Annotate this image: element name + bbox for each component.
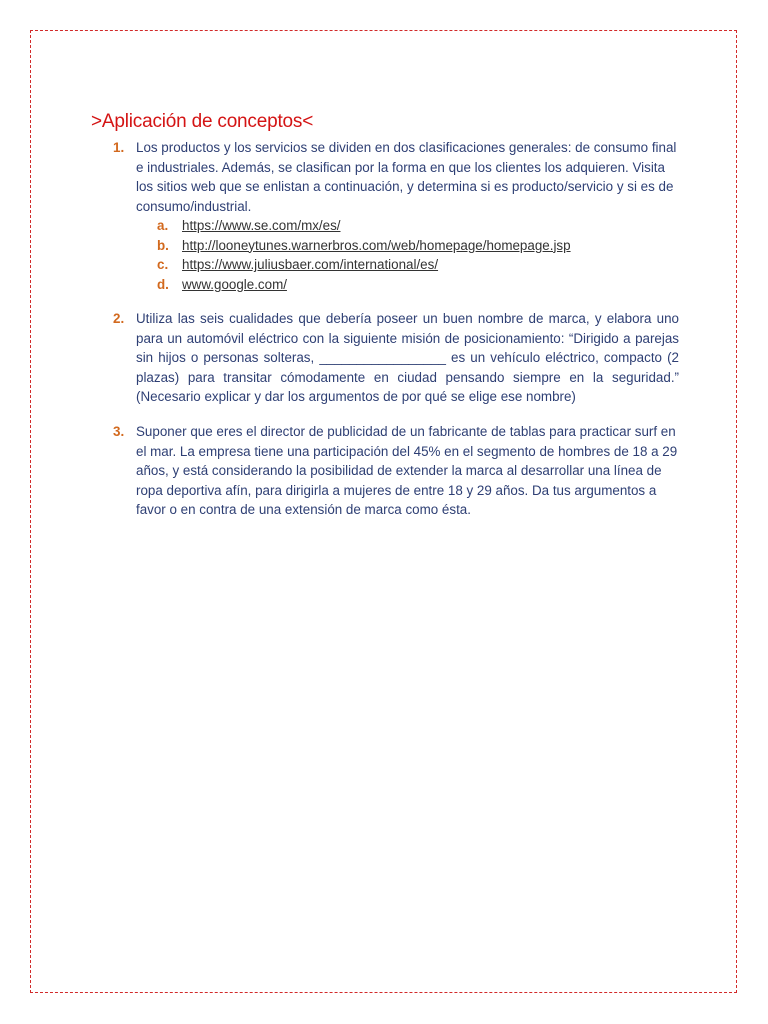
item-number: 1. <box>113 140 125 155</box>
link-letter: a. <box>157 218 169 233</box>
section-heading: >Aplicación de conceptos< <box>91 111 314 132</box>
link-item-c <box>157 255 679 275</box>
link-letter: c. <box>157 257 169 272</box>
link-item-d <box>157 275 679 295</box>
list-item-2 <box>113 309 679 407</box>
link-letter: d. <box>157 276 169 292</box>
link-google[interactable]: www.google.com/ <box>182 276 287 292</box>
link-item-a <box>157 216 679 236</box>
link-looneytunes[interactable]: http://looneytunes.warnerbros.com/web/homepage/homepage.jsp <box>182 237 571 253</box>
link-letter: b. <box>157 237 169 253</box>
item-text: Suponer que eres el director de publicidad de un fabricante de tablas para practicar surf en el mar. La empresa tiene una participación del 45% en el segmento de hombres de 18 a 29 años, y está considerando la posibilidad de extender la marca al desarrollar una línea de ropa deportiva afín, para dirigirla a mujeres de entre 18 y 29 años. Da tus argumentos a favor o en contra de una extensión de marca como ésta. <box>136 424 678 517</box>
item-text: Utiliza las seis cualidades que debería poseer un buen nombre de marca, y elabora uno para un automóvil eléctrico con la siguiente misión de posicionamiento: “Dirigido a parejas sin hijos o personas solteras, _________________ es un vehículo eléctrico, compacto (2 plazas) para transitar cómodamente en ciudad pensando siempre en la seguridad.” (Necesario explicar y dar los argumentos de por qué se elige ese nombre) <box>136 311 679 404</box>
link-se-com[interactable]: https://www.se.com/mx/es/ <box>182 218 341 233</box>
link-juliusbaer[interactable]: https://www.juliusbaer.com/international/es/ <box>182 257 439 272</box>
item-number: 3. <box>113 424 125 439</box>
list-item-1 <box>113 138 679 294</box>
link-item-b <box>157 236 679 256</box>
link-list <box>136 216 679 294</box>
list-item-3 <box>113 422 679 520</box>
item-text: Los productos y los servicios se dividen en dos clasificaciones generales: de consumo final e industriales. Además, se clasifican por la forma en que los clientes los adquieren. Visita los sitios web que se enlistan a continuación, y determina si es producto/servicio y si es de consumo/industrial. <box>136 140 677 214</box>
item-number: 2. <box>113 311 125 326</box>
item-body <box>136 138 679 294</box>
